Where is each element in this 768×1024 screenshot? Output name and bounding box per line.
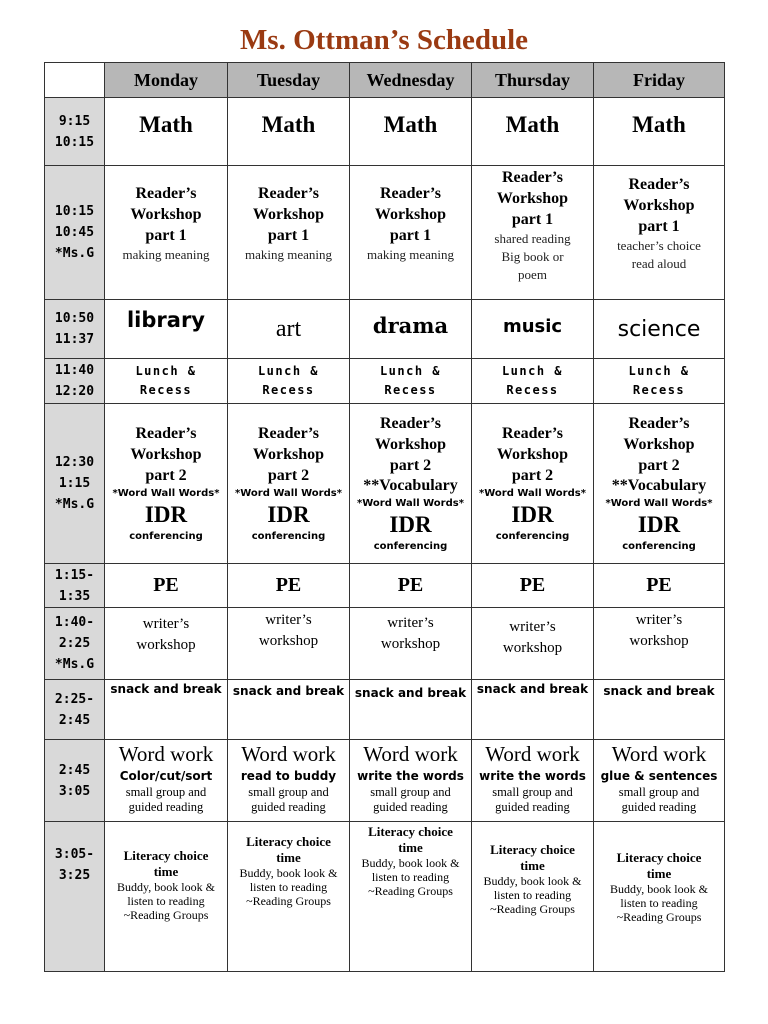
time-end: 10:45 [54,225,95,240]
literacy-note: ~Reading Groups [616,910,702,924]
guided-reading-label: guided reading [621,800,697,814]
word-work-activity: read to buddy [240,769,337,783]
readers-label: Reader’s [135,424,197,442]
part-label: part 2 [511,466,554,484]
special-label: library [126,308,205,332]
special-label: drama [372,312,449,338]
small-group-label: small group and [370,785,451,799]
literacy-choice-label: Literacy choice [123,848,209,863]
part-label: part 1 [511,211,554,228]
word-work-friday [594,740,725,822]
literacy-note: Buddy, book look & [361,856,460,870]
workshop-label: Workshop [623,197,695,214]
literacy-tuesday [228,822,350,972]
writers-monday [105,608,228,680]
pe-label: PE [646,574,672,596]
word-work-activity: write the words [479,769,586,783]
workshop-label: Workshop [374,435,447,453]
readers-label: Reader’s [379,414,441,432]
idr-label: IDR [637,511,681,537]
workshop-label: workshop [380,636,441,652]
vocabulary-label: **Vocabulary [363,476,458,494]
readers-workshop2-tuesday [228,404,350,564]
part-label: part 1 [267,227,310,244]
schedule-row-readers-workshop-2 [45,404,725,564]
guided-reading-label: guided reading [128,800,204,814]
time-end: 3:05 [58,783,91,799]
word-wall-label: *Word Wall Words* [479,487,586,499]
workshop-label: Workshop [252,445,325,463]
workshop-label: Workshop [252,206,325,223]
workshop-label: Workshop [130,206,202,223]
writers-label: writer’s [509,619,556,635]
part-label: part 2 [389,456,432,474]
guided-reading-label: guided reading [495,800,570,814]
special-wednesday [350,300,472,359]
time-start: 12:30 [54,455,95,470]
time-cell [45,166,105,300]
literacy-note: listen to reading [493,888,572,902]
lunch-label: Lunch & [501,364,564,378]
time-end: 12:20 [54,384,95,399]
small-group-label: small group and [125,785,207,799]
schedule-row-writers-workshop [45,608,725,680]
workshop-label: Workshop [130,445,202,463]
recess-label: Recess [262,383,315,397]
subject-label: Math [383,112,438,137]
lunch-label: Lunch & [257,364,320,378]
conferencing-label: conferencing [495,530,570,542]
time-start: 9:15 [58,113,91,129]
small-group-label: small group and [492,785,573,799]
snack-label: snack and break [110,682,222,696]
writers-tuesday [228,608,350,680]
special-thursday [472,300,594,359]
part-label: part 2 [145,466,187,484]
word-work-activity: Color/cut/sort [119,769,213,783]
literacy-thursday [472,822,594,972]
idr-label: IDR [389,511,432,537]
readers-label: Reader’s [501,424,563,442]
day-header-thursday: Thursday [472,63,594,98]
snack-friday [594,680,725,740]
lunch-label: Lunch & [379,364,442,378]
activity-note: Big book or [501,249,564,264]
snack-label: snack and break [603,684,715,698]
math-friday [594,98,725,166]
time-teacher-note: *Ms.G [54,246,95,261]
time-start: 1:40- [54,615,95,630]
part-label: part 2 [267,466,310,484]
recess-label: Recess [139,383,193,397]
conferencing-label: conferencing [129,530,203,542]
schedule-row-literacy-choice [45,822,725,972]
special-label: art [275,315,302,342]
readers-label: Reader’s [628,176,690,193]
part-label: part 2 [638,456,680,474]
literacy-note: listen to reading [371,870,450,884]
corner-cell [45,63,105,98]
literacy-note: Buddy, book look & [117,880,215,894]
literacy-time-label: time [276,850,301,865]
math-tuesday [228,98,350,166]
literacy-note: ~Reading Groups [123,908,209,922]
subject-label: Math [139,112,193,137]
part-label: part 1 [145,227,187,244]
subject-label: Math [261,112,316,137]
activity-note: shared reading [494,231,571,246]
snack-label: snack and break [232,684,345,698]
snack-monday [105,680,228,740]
literacy-note: listen to reading [620,896,698,910]
lunch-friday [594,359,725,404]
readers-workshop2-monday [105,404,228,564]
workshop-label: Workshop [374,206,447,223]
schedule-row-readers-workshop-1 [45,166,725,300]
word-work-label: Word work [363,742,458,766]
subject-label: Math [505,112,560,137]
time-cell [45,822,105,972]
day-header-row [45,63,725,98]
day-header-tuesday: Tuesday [228,63,350,98]
readers-workshop-wednesday [350,166,472,300]
readers-label: Reader’s [379,185,441,202]
lunch-monday [105,359,228,404]
readers-workshop-thursday [472,166,594,300]
literacy-note: Buddy, book look & [483,874,582,888]
time-cell [45,404,105,564]
special-tuesday [228,300,350,359]
time-teacher-note: *Ms.G [54,497,95,512]
writers-label: writer’s [265,612,312,628]
subject-label: Math [632,112,686,137]
literacy-time-label: time [398,840,423,855]
time-end: 2:45 [58,712,91,728]
pe-thursday [472,564,594,608]
writers-label: writer’s [635,612,683,628]
literacy-note: listen to reading [249,880,328,894]
idr-label: IDR [511,501,554,527]
conferencing-label: conferencing [251,530,326,542]
activity-note: making meaning [366,247,454,262]
schedule-table [44,62,725,972]
literacy-monday [105,822,228,972]
pe-tuesday [228,564,350,608]
literacy-note: listen to reading [127,894,205,908]
activity-note: poem [518,267,547,282]
word-work-label: Word work [241,742,336,766]
literacy-choice-label: Literacy choice [616,850,702,865]
word-work-label: Word work [611,742,707,766]
schedule-row-word-work [45,740,725,822]
recess-label: Recess [384,383,437,397]
activity-note: making meaning [244,247,332,262]
writers-friday [594,608,725,680]
readers-workshop-monday [105,166,228,300]
word-work-tuesday [228,740,350,822]
workshop-label: Workshop [623,435,695,453]
idr-label: IDR [144,501,188,527]
guided-reading-label: guided reading [251,800,326,814]
recess-label: Recess [632,383,686,397]
schedule-row-snack [45,680,725,740]
word-work-monday [105,740,228,822]
literacy-note: ~Reading Groups [490,902,575,916]
writers-label: writer’s [142,616,190,632]
word-wall-label: *Word Wall Words* [235,487,342,499]
pe-monday [105,564,228,608]
conferencing-label: conferencing [622,540,696,552]
schedule-row-specials [45,300,725,359]
literacy-time-label: time [646,866,672,881]
workshop-label: workshop [258,633,319,649]
word-wall-label: *Word Wall Words* [357,497,464,509]
activity-note: read aloud [631,256,687,271]
activity-note: making meaning [122,247,210,262]
pe-label: PE [275,574,302,596]
snack-thursday [472,680,594,740]
literacy-wednesday [350,822,472,972]
snack-wednesday [350,680,472,740]
special-friday [594,300,725,359]
recess-label: Recess [506,383,559,397]
special-label: science [617,316,701,342]
math-wednesday [350,98,472,166]
part-label: part 1 [638,218,680,235]
special-monday [105,300,228,359]
lunch-tuesday [228,359,350,404]
conferencing-label: conferencing [373,540,448,552]
writers-label: writer’s [387,615,434,631]
lunch-wednesday [350,359,472,404]
pe-wednesday [350,564,472,608]
vocabulary-label: **Vocabulary [611,476,707,494]
time-cell [45,98,105,166]
time-cell [45,740,105,822]
writers-thursday [472,608,594,680]
readers-label: Reader’s [135,185,197,202]
time-cell [45,608,105,680]
time-start: 11:40 [54,363,95,378]
literacy-note: ~Reading Groups [368,884,453,898]
word-work-label: Word work [485,742,580,766]
workshop-label: workshop [136,637,196,653]
workshop-label: Workshop [496,445,569,463]
schedule-row-pe [45,564,725,608]
snack-tuesday [228,680,350,740]
workshop-label: workshop [502,640,563,656]
page-title: Ms. Ottman’s Schedule [239,24,529,56]
time-end: 2:25 [58,636,91,651]
readers-label: Reader’s [628,414,690,432]
day-header-friday: Friday [594,63,725,98]
readers-workshop-tuesday [228,166,350,300]
literacy-note: Buddy, book look & [610,882,708,896]
literacy-time-label: time [153,864,179,879]
literacy-time-label: time [520,858,545,873]
workshop-label: workshop [629,633,689,649]
schedule-row-lunch [45,359,725,404]
literacy-note: Buddy, book look & [239,866,338,880]
time-end: 1:35 [58,588,91,604]
readers-label: Reader’s [257,185,319,202]
time-cell [45,564,105,608]
word-work-label: Word work [118,742,214,766]
literacy-choice-label: Literacy choice [490,842,575,857]
word-wall-label: *Word Wall Words* [112,487,220,499]
writers-wednesday [350,608,472,680]
time-cell [45,680,105,740]
math-thursday [472,98,594,166]
time-start: 3:05- [54,847,95,862]
time-end: 11:37 [54,332,95,347]
readers-workshop-friday [594,166,725,300]
pe-label: PE [153,574,179,596]
readers-workshop2-thursday [472,404,594,564]
time-start: 2:45 [58,762,91,778]
readers-label: Reader’s [257,424,319,442]
time-start: 1:15- [54,567,95,583]
word-work-activity: glue & sentences [600,769,718,783]
snack-label: snack and break [354,686,467,700]
lunch-thursday [472,359,594,404]
small-group-label: small group and [248,785,329,799]
readers-label: Reader’s [501,169,563,186]
word-wall-label: *Word Wall Words* [605,497,713,509]
lunch-label: Lunch & [135,364,197,378]
part-label: part 1 [389,227,432,244]
time-end: 1:15 [58,476,91,491]
small-group-label: small group and [618,785,700,799]
literacy-choice-label: Literacy choice [246,834,331,849]
day-header-monday: Monday [105,63,228,98]
readers-workshop2-wednesday [350,404,472,564]
time-start: 10:15 [54,204,95,219]
word-work-wednesday [350,740,472,822]
lunch-label: Lunch & [628,364,690,378]
workshop-label: Workshop [496,190,569,207]
time-end: 10:15 [54,134,95,150]
pe-label: PE [397,574,424,596]
time-end: 3:25 [58,868,91,883]
time-cell [45,300,105,359]
pe-friday [594,564,725,608]
schedule-row-math [45,98,725,166]
time-cell [45,359,105,404]
literacy-choice-label: Literacy choice [368,824,453,839]
idr-label: IDR [267,501,310,527]
word-work-activity: write the words [357,769,464,783]
snack-label: snack and break [476,682,589,696]
time-start: 10:50 [54,311,95,326]
literacy-friday [594,822,725,972]
math-monday [105,98,228,166]
activity-note: teacher’s choice [617,238,701,253]
literacy-note: ~Reading Groups [246,894,331,908]
special-label: music [502,315,563,337]
word-work-thursday [472,740,594,822]
time-teacher-note: *Ms.G [54,657,95,672]
day-header-wednesday: Wednesday [350,63,472,98]
readers-workshop2-friday [594,404,725,564]
guided-reading-label: guided reading [373,800,448,814]
pe-label: PE [519,574,546,596]
time-start: 2:25- [54,691,95,707]
